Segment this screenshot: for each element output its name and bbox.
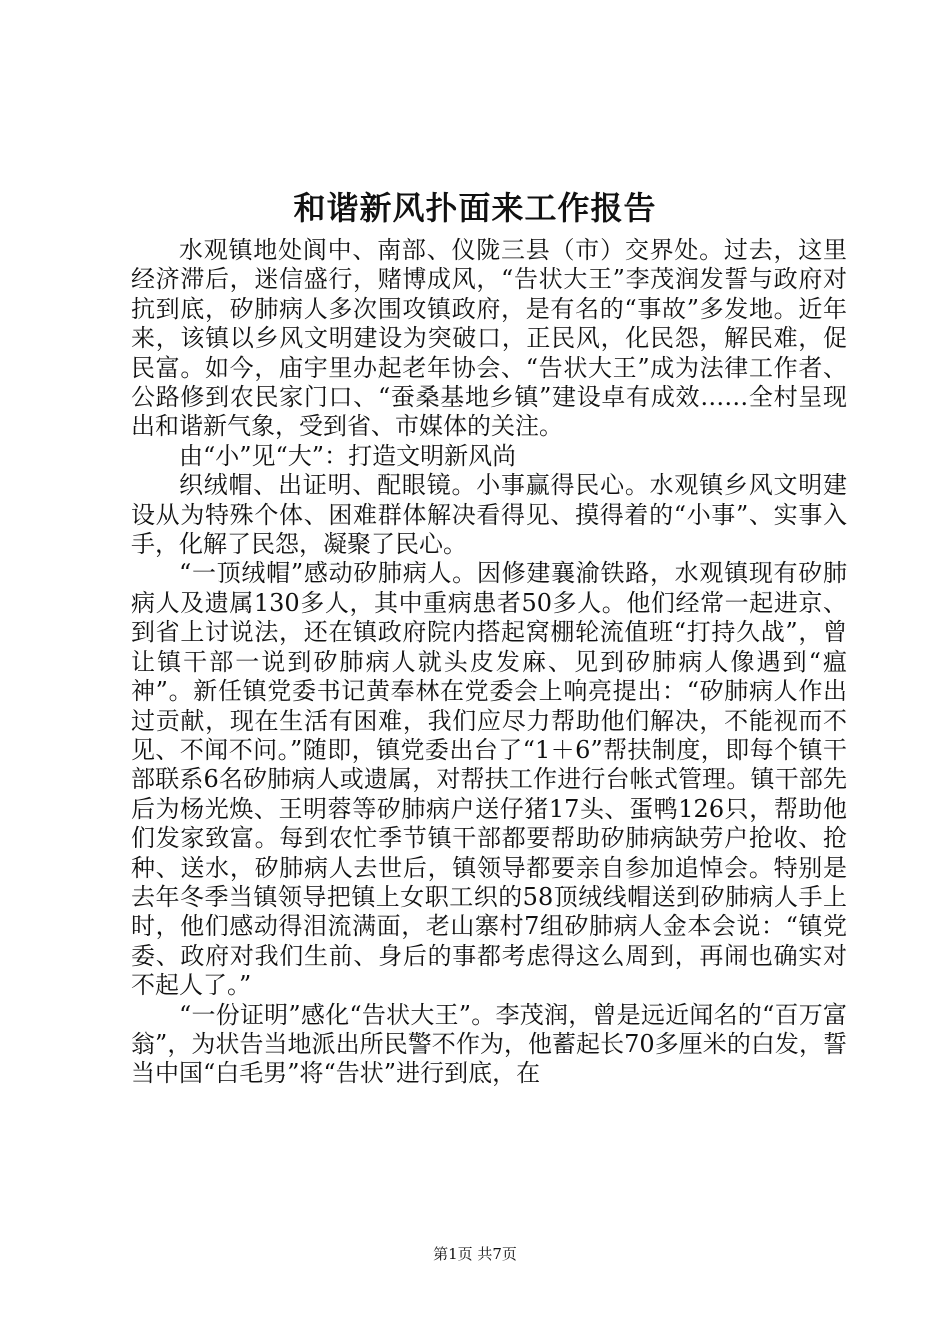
paragraph-small-things: 织绒帽、出证明、配眼镜。小事赢得民心。水观镇乡风文明建设从为特殊个体、困难群体解决看得见、摸得着的“小事”、实事入手，化解了民怨，凝聚了民心。 bbox=[131, 471, 847, 559]
paragraph-intro: 水观镇地处阆中、南部、仪陇三县（市）交界处。过去，这里经济滞后，迷信盛行，赌博成风，“告状大王”李茂润发誓与政府对抗到底，矽肺病人多次围攻镇政府，是有名的“事故”多发地。近年来，该镇以乡风文明建设为突破口，正民风，化民怨，解民难，促民富。如今，庙宇里办起老年协会、“告状大王”成为法律工作者、公路修到农民家门口、“蚕桑基地乡镇”建设卓有成效……全村呈现出和谐新气象，受到省、市媒体的关注。 bbox=[131, 236, 847, 441]
section-heading: 由“小”见“大”：打造文明新风尚 bbox=[179, 441, 517, 470]
document-body bbox=[131, 236, 847, 1089]
document-title: 和谐新风扑面来工作报告 bbox=[293, 189, 657, 227]
page-footer: 第1页 共7页 bbox=[433, 1245, 517, 1263]
paragraph-certificate: “一份证明”感化“告状大王”。李茂润，曾是远近闻名的“百万富翁”，为状告当地派出所民警不作为，他蓄起长70多厘米的白发，誓当中国“白毛男”将“告状”进行到底，在 bbox=[131, 1000, 847, 1088]
paragraph-wool-hat: “一顶绒帽”感动矽肺病人。因修建襄渝铁路，水观镇现有矽肺病人及遗属130多人，其中重病患者50多人。他们经常一起进京、到省上讨说法，还在镇政府院内搭起窝棚轮流值班“打持久战”，曾让镇干部一说到矽肺病人就头皮发麻、见到矽肺病人像遇到“瘟神”。新任镇党委书记黄奉林在党委会上响亮提出：“矽肺病人作出过贡献，现在生活有困难，我们应尽力帮助他们解决，不能视而不见、不闻不问。”随即，镇党委出台了“1＋6”帮扶制度，即每个镇干部联系6名矽肺病人或遗属，对帮扶工作进行台帐式管理。镇干部先后为杨光焕、王明蓉等矽肺病户送仔猪17头、蛋鸭126只，帮助他们发家致富。每到农忙季节镇干部都要帮助矽肺病缺劳户抢收、抢种、送水，矽肺病人去世后，镇领导都要亲自参加追悼会。特别是去年冬季当镇领导把镇上女职工织的58顶绒线帽送到矽肺病人手上时，他们感动得泪流满面，老山寨村7组矽肺病人金本会说：“镇党委、政府对我们生前、身后的事都考虑得这么周到，再闹也确实对不起人了。” bbox=[131, 559, 847, 1000]
